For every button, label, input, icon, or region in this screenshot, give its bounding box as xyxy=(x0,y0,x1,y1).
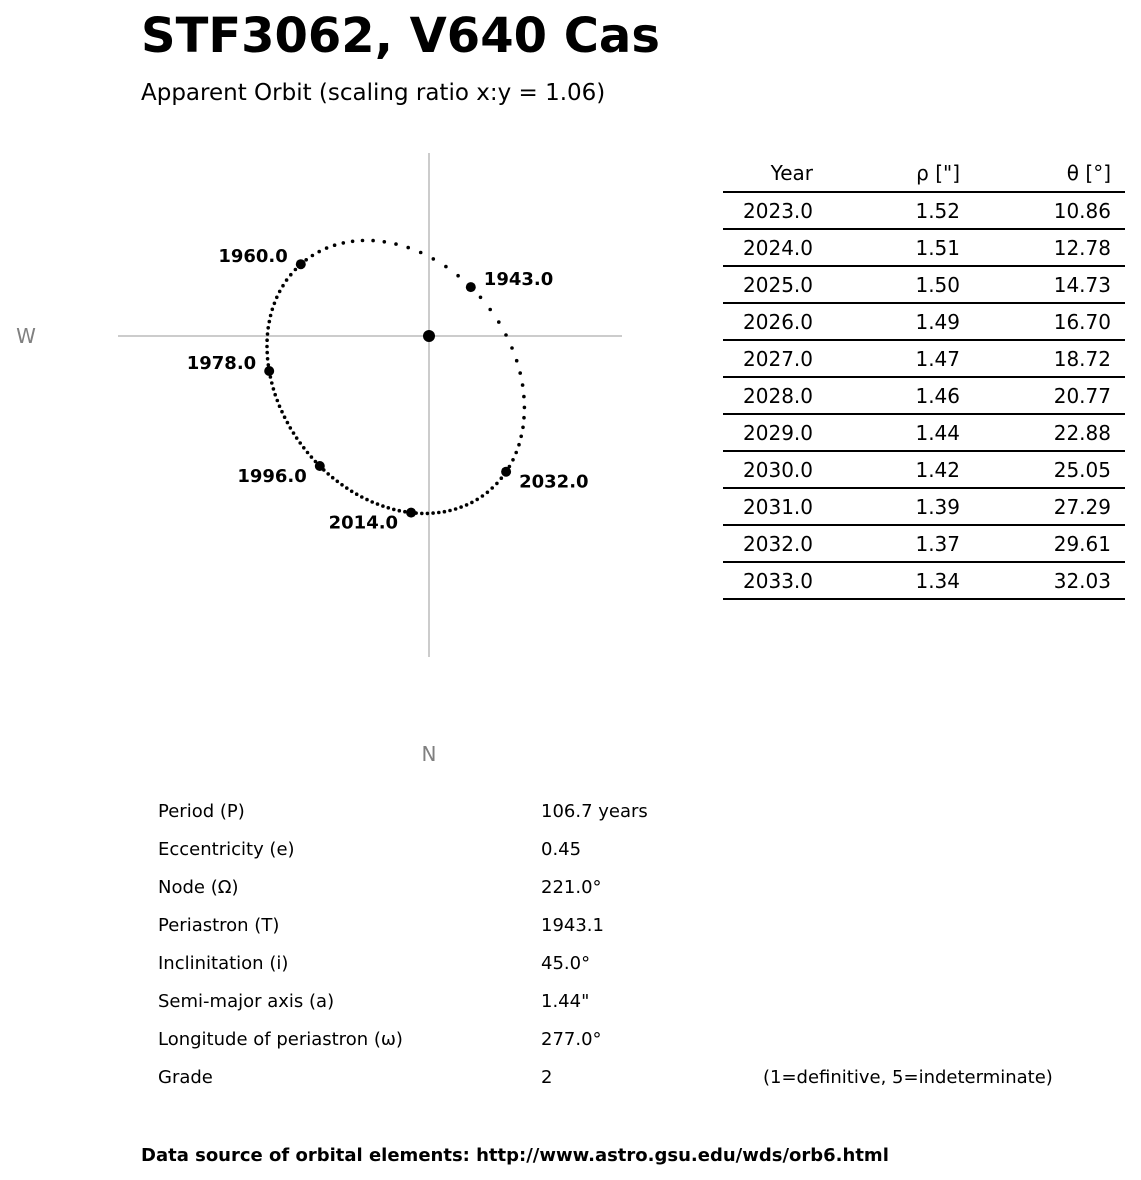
orbit-dot xyxy=(444,265,448,269)
cell-rho: 1.37 xyxy=(813,525,960,562)
cell-year: 2033.0 xyxy=(723,562,813,599)
orbit-dot xyxy=(317,250,321,254)
orbit-dot xyxy=(266,332,270,336)
orbit-dot xyxy=(495,482,499,486)
orbit-dot xyxy=(465,503,469,507)
orbit-dot xyxy=(443,510,447,514)
col-header-theta: θ [°] xyxy=(960,155,1111,192)
element-label: Eccentricity (e) xyxy=(158,839,295,860)
orbit-dot xyxy=(292,431,296,435)
cell-theta: 32.03 xyxy=(960,562,1111,599)
element-label: Grade xyxy=(158,1067,213,1088)
cell-rho: 1.50 xyxy=(813,266,960,303)
orbit-dot xyxy=(511,458,515,462)
orbit-dot xyxy=(514,451,518,455)
primary-star xyxy=(423,330,435,342)
table-row xyxy=(723,451,1125,488)
element-value: 2 xyxy=(541,1067,553,1088)
orbit-dot xyxy=(280,410,284,414)
orbit-dot xyxy=(302,446,306,450)
orbit-dot xyxy=(419,251,423,255)
cell-theta: 16.70 xyxy=(960,303,1111,340)
cell-theta: 18.72 xyxy=(960,340,1111,377)
orbit-dot xyxy=(521,426,525,430)
orbit-dot xyxy=(289,273,293,277)
chart-title: STF3062, V640 Cas xyxy=(141,8,660,64)
cell-rho: 1.46 xyxy=(813,377,960,414)
orbit-dot xyxy=(265,345,269,349)
orbit-dot xyxy=(420,512,424,516)
table-row xyxy=(723,192,1125,229)
cell-year: 2025.0 xyxy=(723,266,813,303)
element-value: 0.45 xyxy=(541,839,582,860)
orbit-dot xyxy=(283,415,287,419)
orbit-dot xyxy=(272,387,276,391)
orbit-dot xyxy=(336,480,340,484)
cell-theta: 12.78 xyxy=(960,229,1111,266)
orbit-dot xyxy=(273,302,277,306)
orbit-dot xyxy=(266,326,270,330)
cell-theta: 29.61 xyxy=(960,525,1111,562)
orbit-dot xyxy=(510,346,514,350)
epoch-marker-1960.0 xyxy=(296,259,306,269)
orbit-dot xyxy=(294,268,298,272)
orbit-dot xyxy=(490,486,494,490)
orbit-dot xyxy=(310,455,314,459)
col-header-year: Year xyxy=(723,155,813,192)
table-row xyxy=(723,525,1125,562)
orbit-dot xyxy=(521,383,525,387)
orbit-dot xyxy=(475,498,479,502)
cell-rho: 1.44 xyxy=(813,414,960,451)
orbit-dot xyxy=(365,498,369,502)
table-row xyxy=(723,340,1125,377)
ephemeris-table xyxy=(723,155,1125,600)
epoch-label: 2032.0 xyxy=(519,471,589,493)
cell-theta: 20.77 xyxy=(960,377,1111,414)
orbit-dot xyxy=(387,506,391,510)
cell-theta: 14.73 xyxy=(960,266,1111,303)
axes xyxy=(16,153,622,766)
orbit-dot xyxy=(406,246,410,250)
cell-year: 2026.0 xyxy=(723,303,813,340)
epoch-marker-2032.0 xyxy=(501,467,511,477)
cell-year: 2031.0 xyxy=(723,488,813,525)
orbit-dot xyxy=(278,404,282,408)
orbit-dot xyxy=(371,239,375,243)
orbit-dot xyxy=(269,314,273,318)
epoch-marker-1978.0 xyxy=(264,366,274,376)
cell-theta: 27.29 xyxy=(960,488,1111,525)
table-row xyxy=(723,266,1125,303)
element-label: Periastron (T) xyxy=(158,915,280,936)
orbit-dot xyxy=(278,290,282,294)
cell-year: 2032.0 xyxy=(723,525,813,562)
table-header-row xyxy=(723,155,1125,192)
orbit-dot xyxy=(448,509,452,513)
orbit-dot xyxy=(432,257,436,261)
orbit-dot xyxy=(431,511,435,515)
orbit-dot xyxy=(298,441,302,445)
orbit-dot xyxy=(281,284,285,288)
epoch-markers xyxy=(187,246,589,533)
orbit-dot xyxy=(331,476,335,480)
orbit-dot xyxy=(361,239,365,243)
grade-note: (1=definitive, 5=indeterminate) xyxy=(763,1067,1053,1088)
orbit-dot xyxy=(285,278,289,282)
orbit-dot xyxy=(355,492,359,496)
orbit-dot xyxy=(370,500,374,504)
compass-north-label: N xyxy=(421,742,437,766)
element-value: 277.0° xyxy=(541,1029,602,1050)
orbit-dot xyxy=(333,243,337,247)
orbit-dot xyxy=(504,333,508,337)
orbit-dot xyxy=(481,494,485,498)
orbit-dot xyxy=(286,421,290,425)
orbit-dot xyxy=(271,308,275,312)
cell-year: 2024.0 xyxy=(723,229,813,266)
orbit-dot xyxy=(266,357,270,361)
epoch-label: 2014.0 xyxy=(328,512,399,534)
orbit-dot xyxy=(500,476,504,480)
element-value: 1943.1 xyxy=(541,915,604,936)
orbit-dot xyxy=(376,502,380,506)
cell-rho: 1.39 xyxy=(813,488,960,525)
orbit-dot xyxy=(273,393,277,397)
orbit-dot xyxy=(517,443,521,447)
orbit-dot xyxy=(326,472,330,476)
orbit-dot xyxy=(268,320,272,324)
cell-theta: 22.88 xyxy=(960,414,1111,451)
element-label: Node (Ω) xyxy=(158,877,239,898)
cell-year: 2028.0 xyxy=(723,377,813,414)
orbit-dot xyxy=(342,241,346,245)
orbit-dot xyxy=(304,258,308,262)
orbit-dot xyxy=(488,308,492,312)
cell-year: 2023.0 xyxy=(723,192,813,229)
orbit-dot xyxy=(381,504,385,508)
epoch-label: 1943.0 xyxy=(483,269,554,291)
orbit-dot xyxy=(497,320,501,324)
col-header-pad xyxy=(1111,155,1125,192)
orbit-dot xyxy=(459,505,463,509)
element-value: 45.0° xyxy=(541,953,591,974)
element-value: 1.44" xyxy=(541,991,590,1012)
orbit-dot xyxy=(270,381,274,385)
orbit-dot xyxy=(479,296,483,300)
orbit-dot xyxy=(426,512,430,516)
orbit-dot xyxy=(486,491,490,495)
element-label: Period (P) xyxy=(158,801,245,822)
data-source-footer: Data source of orbital elements: http://www.astro.gsu.edu/wds/orb6.html xyxy=(141,1145,889,1166)
orbit-dot xyxy=(522,395,526,399)
cell-rho: 1.49 xyxy=(813,303,960,340)
cell-rho: 1.47 xyxy=(813,340,960,377)
orbit-dot xyxy=(265,351,269,355)
table-row xyxy=(723,488,1125,525)
orbit-dot xyxy=(392,508,396,512)
table-row xyxy=(723,414,1125,451)
cell-rho: 1.52 xyxy=(813,192,960,229)
orbit-dot xyxy=(360,495,364,499)
element-label: Semi-major axis (a) xyxy=(158,991,335,1012)
orbit-dot xyxy=(345,486,349,490)
orbit-dot xyxy=(470,501,474,505)
table-row xyxy=(723,562,1125,599)
orbit-dot xyxy=(289,426,293,430)
orbit-dot xyxy=(523,406,527,410)
orbit-dot xyxy=(275,296,279,300)
orbit-dot xyxy=(350,490,354,494)
element-label: Longitude of periastron (ω) xyxy=(158,1029,403,1050)
orbit-dot xyxy=(519,435,523,439)
chart-subtitle: Apparent Orbit (scaling ratio x:y = 1.06) xyxy=(141,80,606,106)
orbit-dot xyxy=(295,436,299,440)
cell-theta: 25.05 xyxy=(960,451,1111,488)
compass-west-label: W xyxy=(16,324,36,348)
orbit-dot xyxy=(394,242,398,246)
cell-year: 2030.0 xyxy=(723,451,813,488)
element-value: 106.7 years xyxy=(541,801,648,822)
orbit-dot xyxy=(351,240,355,244)
orbit-dot xyxy=(437,511,441,515)
cell-theta: 10.86 xyxy=(960,192,1111,229)
orbit-dot xyxy=(325,246,329,250)
orbit-dot xyxy=(265,338,269,342)
epoch-label: 1960.0 xyxy=(218,246,288,268)
orbit-dot xyxy=(518,371,522,375)
orbit-dot xyxy=(456,274,460,278)
epoch-label: 1978.0 xyxy=(186,353,257,374)
element-value: 221.0° xyxy=(541,877,602,898)
orbit-dot xyxy=(522,416,526,420)
cell-year: 2029.0 xyxy=(723,414,813,451)
element-label: Inclinitation (i) xyxy=(158,953,289,974)
orbit-dot xyxy=(311,254,315,258)
epoch-marker-1996.0 xyxy=(315,461,325,471)
epoch-label: 1996.0 xyxy=(237,466,307,487)
cell-rho: 1.51 xyxy=(813,229,960,266)
col-header-rho: ρ ["] xyxy=(813,155,960,192)
epoch-marker-2014.0 xyxy=(406,508,416,518)
table-row xyxy=(723,377,1125,414)
orbit-dot xyxy=(276,399,280,403)
orbit-dot xyxy=(454,507,458,511)
orbit-dot xyxy=(340,483,344,487)
orbit-dot xyxy=(306,451,310,455)
table-row xyxy=(723,229,1125,266)
orbit-dot xyxy=(383,240,387,244)
cell-year: 2027.0 xyxy=(723,340,813,377)
epoch-marker-1943.0 xyxy=(466,282,476,292)
orbit-dot xyxy=(515,359,519,363)
cell-rho: 1.34 xyxy=(813,562,960,599)
table-row xyxy=(723,303,1125,340)
cell-rho: 1.42 xyxy=(813,451,960,488)
